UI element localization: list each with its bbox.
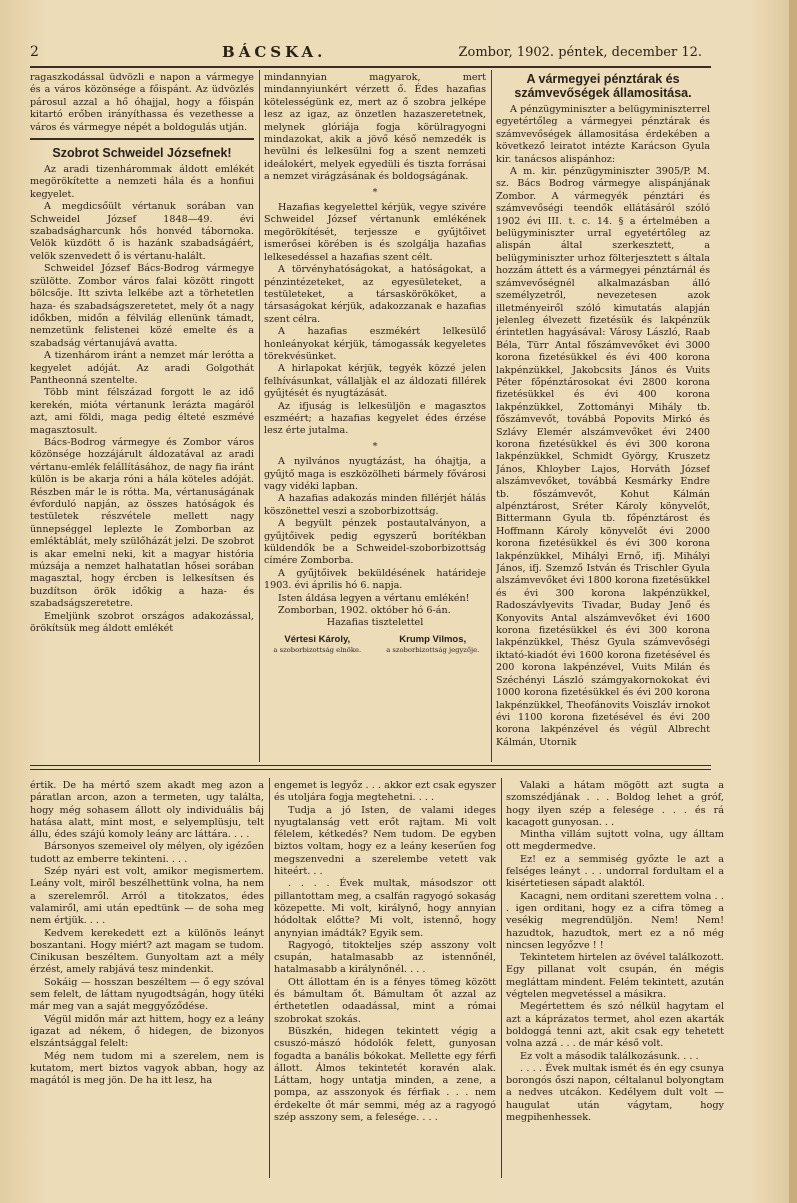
- paragraph: Kedvem kerekedett ezt a különös leányt boszantani. Hogy miért? azt magam se tudom. Cinikusan beszéltem. Gunyoltam azt a mély érzést, amely rabjává tesz mindenkit.: [30, 927, 264, 976]
- paragraph: Az aradi tizenhárommak áldott emlékét megörökítette a nemzeti hála és a honfiui kegyelet.: [30, 164, 254, 200]
- paragraph: A nyilvános nyugtázást, ha óhajtja, a gyűjtő maga is eszközölheti bármely fővárosi vagy vidéki lapban.: [264, 456, 486, 492]
- paragraph: Még nem tudom mi a szerelem, nem is kutatom, mert biztos vagyok abban, hogy az magától is meg jön. De ha itt lesz, ha: [30, 1050, 264, 1087]
- signatures: [264, 634, 486, 654]
- paragraph: Isten áldása legyen a vértanu emlékén!: [278, 592, 470, 604]
- section-rule: [30, 769, 711, 770]
- paragraph: A begyült pénzek postautalványon, a gyűjtőivek pedig egyszerű borítékban küldendők be a Schweidel-szoborbizottság címére Zomborba.: [264, 518, 486, 567]
- paragraph: értik. De ha mértő szem akadt meg azon a páratlan arcon, azon a termeten, ugy találta, hogy még sohasem állott oly individuális báj hatása alatt, mint most, e selyemplüsju, telt állu, édes szájú komoly leány arc láttára. . . .: [30, 780, 264, 841]
- paragraph: Schweidel József Bács-Bodrog vármegye szülötte. Zombor város falai között ringott bölcsője. Itt szivta lelkébe azt a törhetetlen haza- és szabadságszeretetet, mely őt a nagy időkben, midőn a félvilág ellenünk támadt, nemzetünk felistenei közé emelte és a szabadság vértanujává avatta.: [30, 263, 254, 349]
- closing: Hazafias tisztelettel: [326, 617, 424, 629]
- paragraph: Büszkén, hidegen tekintett végig a csuszó-mászó hódolók felett, gunyosan fogadta a banális bókokat. Mellette egy férfi állott. Álmos tekintetét koravén alak. Láttam, hogy untatja minden, a zene, a pompa, az asszonyok és férfiak . . . nem érdekelte őt már semmi, még az a ragyogó szép asszony sem, a felesége. . . .: [274, 1025, 496, 1124]
- paragraph: Több mint félszázad forgott le az idő kerekén, mióta vértanunk lerázta magáról azt, ami földi, maga pedig élteté eszmévé magasztosult.: [30, 387, 254, 436]
- page-edge: [789, 0, 797, 1203]
- signer-role: a szoborbizottság elnöke.: [273, 646, 362, 655]
- column-rule: [269, 778, 270, 1178]
- paragraph: Sokáig — hosszan beszéltem — ő egy szóval sem felelt, de láttam nyugodtságán, hogy ütéki már meg van a saját meggyőződése.: [30, 976, 264, 1013]
- paragraph: Valaki a hátam mögött azt sugta a szomszédjának . . . Boldog lehet a gróf, hogy ilyen szép a felesége . . . és rá kacagott gunyosan. . .: [506, 780, 724, 828]
- column-rule: [501, 778, 502, 1178]
- paragraph: A hazafias eszmékért lelkesülő honleányokat kérjük, támogassák kegyeletes törekvésünket.: [264, 326, 486, 362]
- paragraph: A tizenhárom iránt a nemzet már lerótta a kegyelet adóját. Az aradi Golgothát Pantheonná szentelte.: [30, 350, 254, 386]
- paragraph: A gyűjtőivek beküldésének határideje 1903. évi április hó 6. napja.: [264, 567, 486, 592]
- signature-secretary: [379, 634, 486, 654]
- paragraph: A pénzügyminiszter a belügyminiszterrel egyetértőleg a vármegyei pénztárak és számvevőségek államositása érdekében a következő leiratot intézte Karácson Gyula kir. tanácsos alispánhoz:: [496, 104, 710, 165]
- page-number: 2: [30, 44, 39, 60]
- star-separator: *: [372, 440, 378, 452]
- paragraph: mindannyian magyarok, mert mindannyiunkért vérzett ő. Édes hazafias kötelességünk ez, mert az ő szobra jelképe lesz az igaz, az önzetlen hazaszeretetnek, melynek glóriája fogja körülragyogni mindazokat, akik a jövő késő nemzedék is hevülni és lelkesülni fog a szent nemzeti ideálokért, melyek egyedüli és tiszta forrásai a nemzet virágzásának és boldogságának.: [264, 72, 486, 183]
- column-3: [496, 70, 710, 762]
- lower-column-1: [30, 780, 264, 1180]
- paragraph: Ragyogó, titokteljes szép asszony volt csupán, hatalmasabb az istennőnél, hatalmasabb a királynőnél. . . .: [274, 939, 496, 976]
- paragraph: Tekintetem hirtelen az övével találkozott. Egy pillanat volt csupán, én mégis megláttam mindent. Felém tekintett, azután végtelen megvetéssel a másikra.: [506, 952, 724, 1001]
- star-separator: *: [372, 186, 378, 198]
- paragraph: Ez! ez a semmiség győzte le azt a felséges leányt . . . undorral fordultam el a kisértetiesen sápadt alaktól.: [506, 853, 724, 890]
- signer-role: a szoborbizottság jegyzője.: [386, 646, 480, 655]
- signer-name: Vértesi Károly,: [284, 633, 351, 645]
- paragraph: Bács-Bodrog vármegye és Zombor város közönsége hozzájárult áldozatával az aradi vértanu-emlék felállításához, de nagy fia iránt külön is be akarja róni a hála köteles adóját. Részben már le is rótta. Ma, vértanuságának évforduló napján, az összes hatóságok és testületek részvétele mellett nagy ünnepséggel leplezte le Zomborban az emléktáblát, mely szülőházát jelzi. De szobrot is akar emelni neki, kit a magyar história múzsája a nemzet halhatatlan hősei sorában magasztal, hogy ércben is lelkesítsen és buzdítson örök időkig a haza- és szabadságszeretetre.: [30, 436, 254, 610]
- article-title-treasury: A vármegyei pénztárak és számvevőségek államositása.: [514, 72, 692, 100]
- masthead: BÁCSKA.: [222, 43, 327, 61]
- column-1: [30, 72, 254, 762]
- paragraph: Az ifjuság is lelkesüljön e magasztos eszméért; a hazafias kegyelet édes érzése lesz érte jutalma.: [264, 400, 486, 437]
- paragraph: . . . . Évek multak, másodszor ott pillantottam meg, a csalfán ragyogó sokaság közepette. Mi volt, királynő, hogy annyian hódoltak előtte? Mi volt, istennő, hogy anynyian imádták? Egyik sem.: [274, 878, 496, 939]
- paragraph: Emeljünk szobrot országos adakozással, örökítsük meg áldott emlékét: [30, 610, 254, 635]
- signer-name: Krump Vilmos,: [399, 633, 467, 645]
- section-rule: [30, 765, 711, 766]
- column-rule: [491, 70, 492, 762]
- article-title-schweidel: Szobrot Schweidel Józsefnek!: [52, 146, 232, 161]
- paragraph: A törvényhatóságokat, a hatóságokat, a pénzintézeteket, az egyesületeket, a testületeket, a társaskörököket, a társaságokat kérjük, adakozzanak e hazafias szent célra.: [264, 264, 486, 325]
- paragraph: A hirlapokat kérjük, tegyék közzé jelen felhívásunkat, vállaljàk el az áldozati fillérek gyűjtését és nyugtázását.: [264, 363, 486, 400]
- issue-date: Zombor, 1902. péntek, december 12.: [458, 44, 702, 60]
- paragraph: . . . . Évek multak ismét és én egy csunya borongós őszi napon, céltalanul bolyongtam a nedves utcákon. Kedélyem dult volt — haugulat után vágytam, hogy megpihenhessek.: [506, 1062, 724, 1124]
- lower-column-2: [274, 780, 496, 1180]
- paragraph: Mintha villám sujtott volna, ugy álltam ott megdermedve.: [506, 829, 724, 853]
- paragraph: Bársonyos szemeivel oly mélyen, oly igézően tudott az emberre tekinteni. . . .: [30, 841, 264, 865]
- paragraph: Hazafias kegyelettel kérjük, vegye szivére Schweidel József vértanunk emlékének megörökítését, terjessze e gyűjtőivet ismerősei körében is és szolgálja hazafias lelkesedéssel a hazafias szent célt.: [264, 202, 486, 263]
- paragraph: Ez volt a második találkozásunk. . . .: [520, 1050, 699, 1062]
- col1-intro: ragaszkodással üdvözli e napon a vármegye és a város közönsége a főispánt. Az üdvözlés párosul azzal a hő óhajjal, hogy a főispán kitartó erőben irányíthassa és vezethesse a város és vármegye népét a boldogulás utján.: [30, 72, 254, 133]
- signature-chairman: [264, 634, 371, 654]
- paragraph: A megdicsőült vértanuk sorában van Schweidel József 1848—49. évi szabadságharcunk hős honvéd tábornoka. Velök küzdött ő is hazánk szabadságáért, velök szenvedett ő is vértanu-halált.: [30, 201, 254, 262]
- paragraph: engemet is legyőz . . . akkor ezt csak egyszer és utoljára fogja megtehetni. . . .: [274, 780, 496, 804]
- header-rule: [30, 66, 711, 68]
- paragraph: A m. kir. pénzügyminiszter 3905/P. M. sz. Bács Bodrog vármegye alispánjának Zombor. A vármegyék pénztári és számvevőségi teendők ellátásáról szóló 1902 évi III. t. c. 14. § a értelmében a belügyminiszter urral egyetértőleg az alispán által szerkesztett, a belügyminiszter urhoz fölterjesztett s általa hozzám áttett és a vármegyei pénztárnál és számvevőségnél alkalmazásban álló személyzetről, nevezetesen azok illetményeiről szóló kimutatás alapján jelenleg élvezett fizetésük és lakpénzük érintetlen hagyásával: Városy László, Raab Béla, Türr Antal főszámvevőket évi 3000 korona fizetésükkel és évi 400 korona lakpénzükkel, Jakobcsits János és Vuits Péter főpénztárosokat évi 2800 korona fizetésükkel és évi 400 korona lakpénzükkel, Zottományi Mihály tb. főszámvevőt, továbbá Popovits Mirkó és Szlávy Elemér alszámvevőket évi 2400 korona fizetésükkel és évi 300 korona lakpénzükkel, Schmidt György, Kruszetz János, Khloyber Lajos, Horváth József alszámvevőket, továbbá Kesmárky Endre tb. főszámvevőt, Kohut Kálmán alpénztárost, Sréter Károly könyvelőt, Bittermann Gyula tb. főpénztárost és Hoffmann Károly könyvelőt évi 2000 korona fizetésükkel és évi 300 korona lakpénzükkel, Mihályi Ernő, ifj. Mihályi János, ifj. Szemző István és Trischler Gyula alszámvevőket évi 1800 korona fizetésükkel és évi 300 korona lakpénzükkel, Radoszávlyevits Tivadar, Buday Jenő és Konyovits Antal alszámvevőket évi 1600 korona fizetésükkel és évi 300 korona lakpénzükkel, Thész Gyula számvevőségi iktató-kiadót évi 1600 korona fizetésével és 200 korona lakpénzével, Vuits Milán és Széchényi László számgyakornokokat évi 1000 korona fizetésükkel és évi 200 korona lakpénzükkel, Theofánovits Voiszláv irnokot évi 1100 korona fizetésével és évi 200 korona lakpénzével és végül Albrecht Kálmán, Utornik: [496, 166, 710, 748]
- paragraph: Tudja a jó Isten, de valami ideges nyugtalanság vett erőt rajtam. Mi volt félelem, kétkedés? Nem tudom. De egyben biztos voltam, hogy ez a leány keserűen fog megszenvedni a szerelembe vetett vak hiteért. . .: [274, 804, 496, 878]
- paragraph: Szép nyári est volt, amikor megismertem. Leány volt, miről beszélhettünk volna, ha nem a szerelemről. Arról a titokzatos, édes valamiről, ami után epedtünk — de soha meg nem értjük. . . .: [30, 866, 264, 927]
- paragraph: Kacagni, nem orditani szerettem volna . . . igen orditani, hogy ez a cifra tömeg a vesékig megrendüljön. Nem! Nem! hazudtok, hazudtok, mert ez a nő még nincsen legyőzve ! !: [506, 890, 724, 951]
- lower-column-3: [506, 780, 724, 1180]
- paragraph: A hazafias adakozás minden fillérjét hálás köszönettel veszi a szoborbizottság.: [264, 493, 486, 517]
- paragraph: Megértettem és szó nélkül hagytam el azt a káprázatos termet, ahol ezen akarták boldoggá tenni azt, akit csak egy tehetett volna azzá . . . de már késő volt.: [506, 1001, 724, 1050]
- paragraph: Ott állottam én is a fényes tömeg között és bámultam őt. Bámultam őt azzal az érthetetlen odaadással, mint a római szobrokat szokás.: [274, 976, 496, 1025]
- column-rule: [259, 70, 260, 762]
- page-header: [30, 40, 702, 64]
- divider: [30, 138, 254, 140]
- paragraph: Zomborban, 1902. október hó 6-án.: [278, 605, 451, 617]
- paragraph: Végül midőn már azt hittem, hogy ez a leány igazat ad nékem, ő hidegen, de bizonyos elszántsággal felelt:: [30, 1013, 264, 1050]
- column-2: [264, 72, 486, 762]
